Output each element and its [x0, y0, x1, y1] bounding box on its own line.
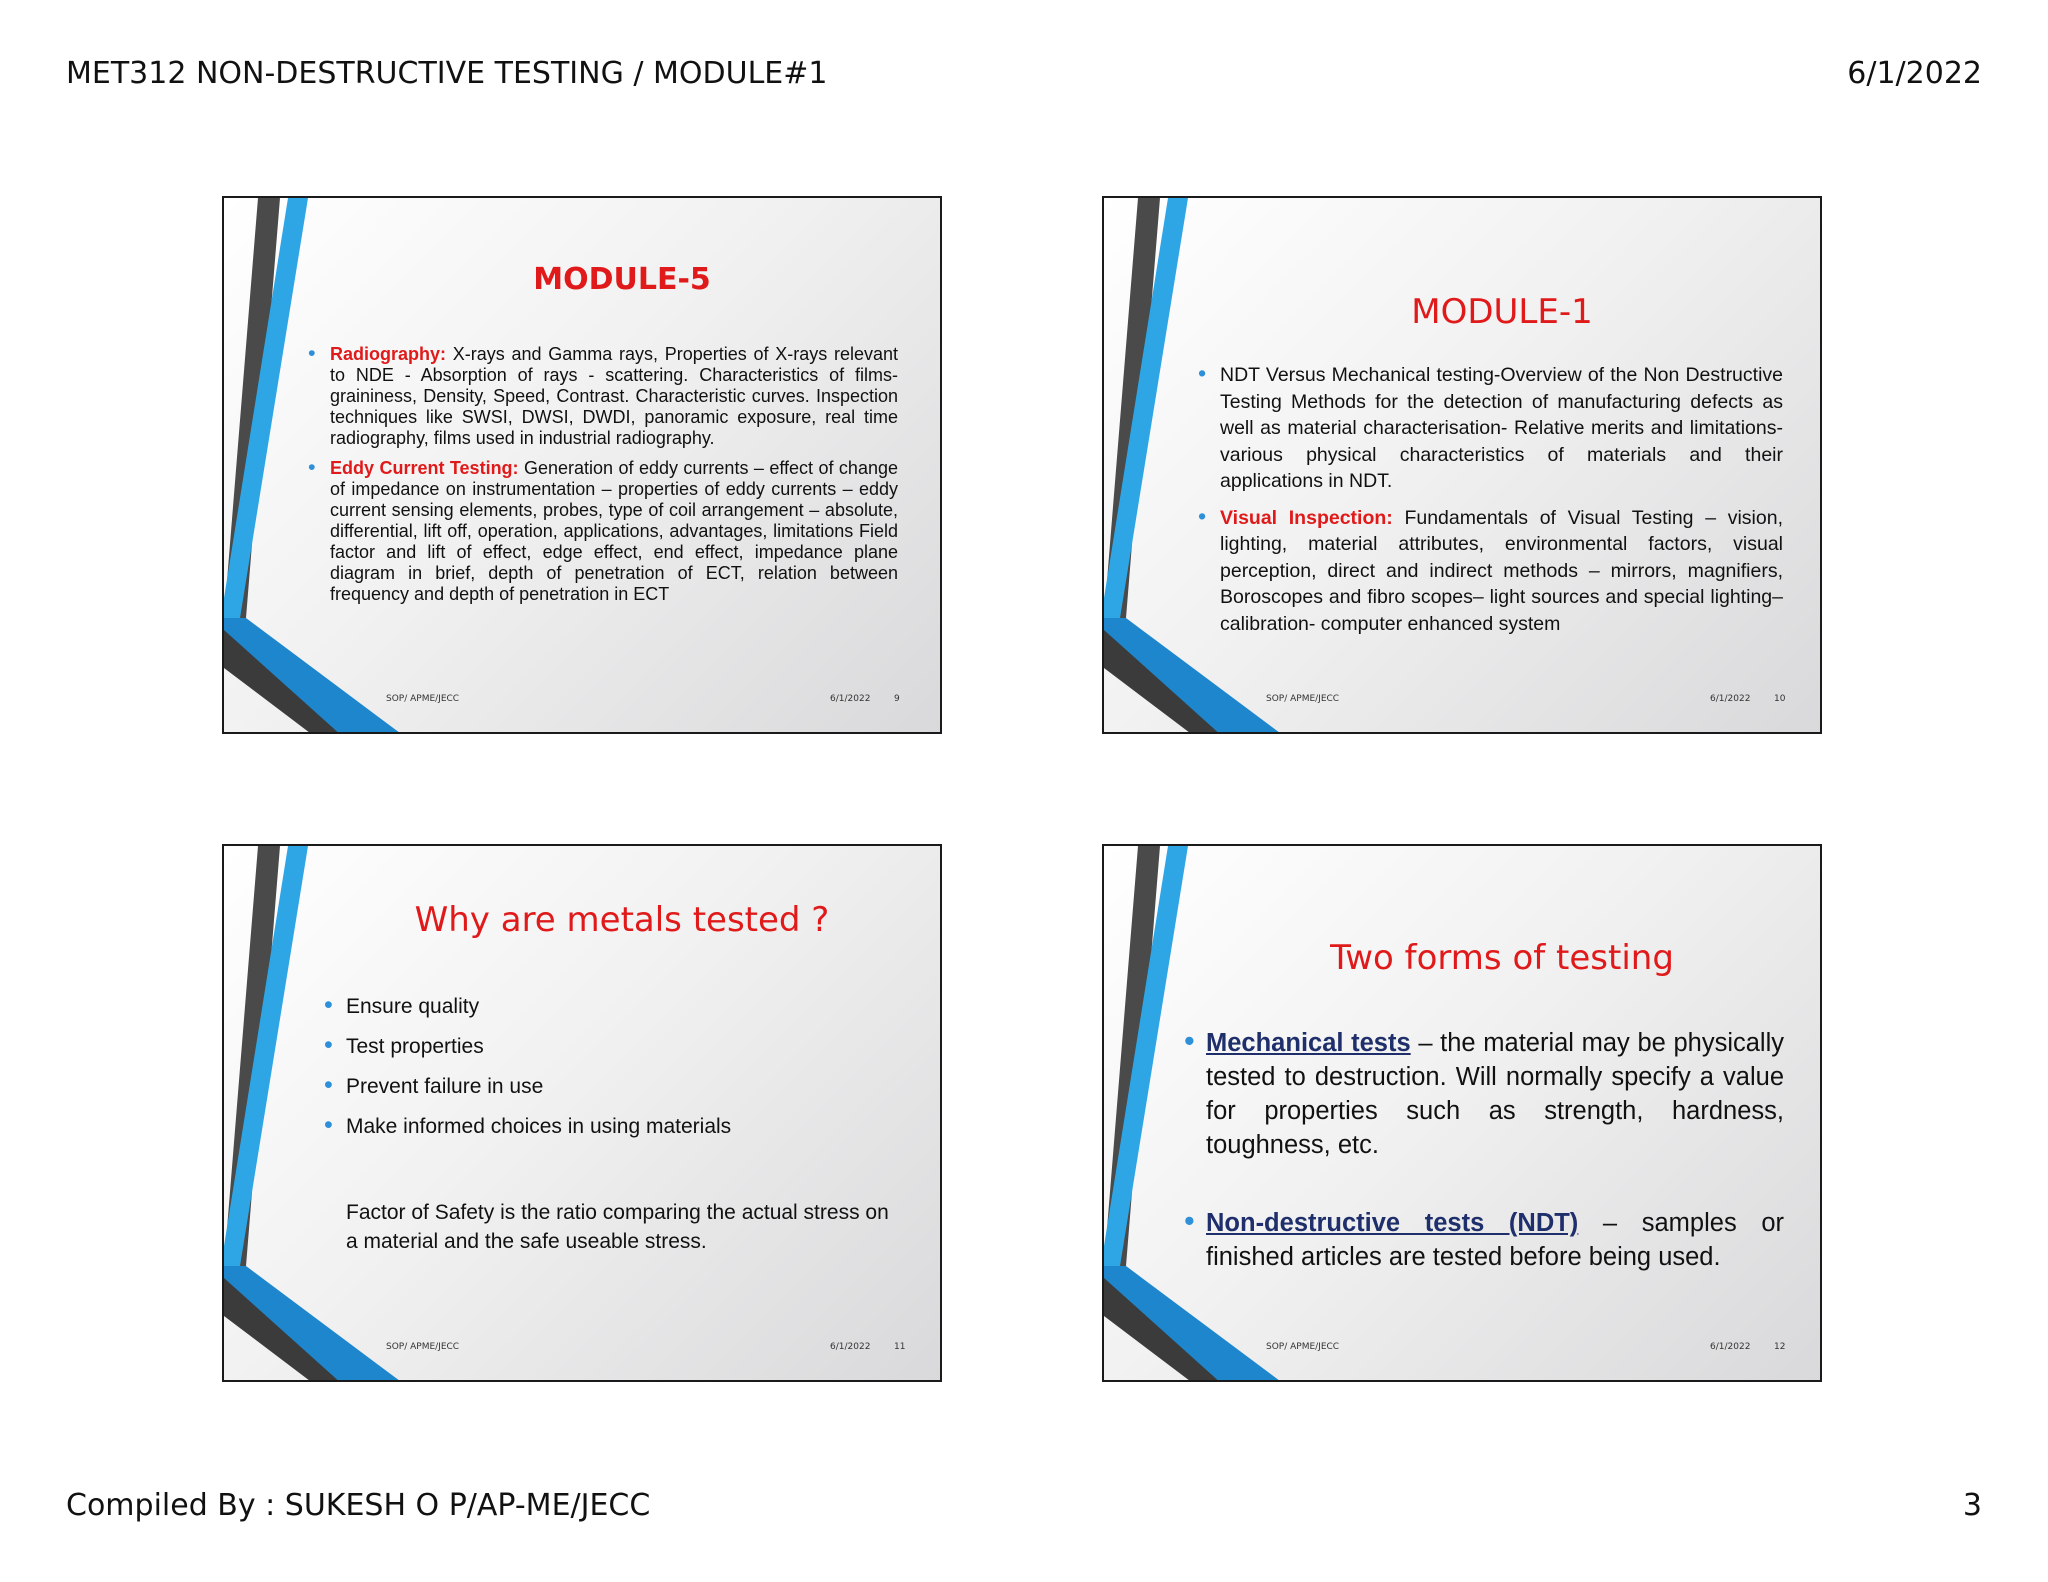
slide-bullet-list	[324, 994, 864, 1154]
bullet-radiography	[308, 344, 898, 449]
bullet-visual-inspection	[1198, 505, 1783, 638]
bullet-text: – samples or finished articles are tested before being used.	[1206, 1209, 1784, 1271]
slide-thumbnail-12	[1102, 844, 1822, 1382]
bullet-item: • Test properties	[324, 1034, 864, 1060]
bullet-text: X-rays and Gamma rays, Properties of X-rays relevant to NDE - Absorption of rays - scattering. Characteristics of films- graininess, Density, Speed, Contrast. Characteristic curves. Inspection techniques like SWSI, DWSI, DWDI, panoramic exposure, real time radiography, films used in industrial radiography.	[330, 344, 898, 448]
slide-thumbnail-9	[222, 196, 942, 734]
bullet-term: Visual Inspection:	[1220, 506, 1393, 529]
bullet-term: Mechanical tests	[1206, 1029, 1411, 1057]
slide-thumbnail-10	[1102, 196, 1822, 734]
slide-title: MODULE-5	[533, 262, 711, 297]
slide-footer-org: SOP/ APME/JECC	[386, 694, 460, 704]
slide-title: Why are metals tested ?	[414, 900, 830, 940]
slide-note: Factor of Safety is the ratio comparing the actual stress on a material and the safe useable stress.	[346, 1201, 889, 1253]
slide-footer-org: SOP/ APME/JECC	[386, 1342, 460, 1352]
slide-title: MODULE-1	[1411, 292, 1593, 332]
slide-footer-date: 6/1/2022	[1710, 694, 1751, 704]
slide-title: Two forms of testing	[1330, 938, 1674, 978]
slide-bullet-list	[308, 344, 898, 614]
slide-footer-org: SOP/ APME/JECC	[1266, 1342, 1340, 1352]
bullet-ndt-overview	[1198, 362, 1783, 495]
bullet-item: • Prevent failure in use	[324, 1074, 864, 1100]
slide-footer-number: 9	[894, 694, 900, 704]
slide-bullet-list	[1184, 1026, 1784, 1318]
bullet-mechanical-tests	[1184, 1026, 1784, 1162]
bullet-item: • Ensure quality	[324, 994, 864, 1020]
slide-footer-number: 12	[1774, 1342, 1786, 1352]
slide-bullet-list	[1198, 362, 1783, 647]
slide-footer-date: 6/1/2022	[1710, 1342, 1751, 1352]
bullet-term: Eddy Current Testing:	[330, 458, 519, 478]
slide-footer-number: 10	[1774, 694, 1786, 704]
bullet-text: NDT Versus Mechanical testing-Overview of the Non Destructive Testing Methods for the detection of manufacturing defects as well as material characterisation- Relative merits and limitations-various physical characteristics of materials and their applications in NDT.	[1220, 364, 1783, 492]
slide-footer-date: 6/1/2022	[830, 694, 871, 704]
page-number: 3	[1962, 1488, 1982, 1523]
bullet-term: Radiography:	[330, 344, 447, 364]
page-header-date: 6/1/2022	[1847, 56, 1982, 91]
bullet-term: Non-destructive tests (NDT)	[1206, 1209, 1579, 1237]
page-footer-compiler: Compiled By : SUKESH O P/AP-ME/JECC	[66, 1488, 651, 1523]
bullet-text: – the material may be physically tested to destruction. Will normally specify a value for properties such as strength, hardness, toughness, etc.	[1206, 1029, 1784, 1159]
slide-footer-number: 11	[894, 1342, 906, 1352]
bullet-text: Generation of eddy currents – effect of change of impedance on instrumentation – properties of eddy currents – eddy current sensing elements, probes, type of coil arrangement – absolute, differential, lift off, operation, applications, advantages, limitations Field factor and lift of effect, edge effect, end effect, impedance plane diagram in brief, depth of penetration of ECT, relation between frequency and depth of penetration in ECT	[330, 458, 898, 604]
slide-footer-date: 6/1/2022	[830, 1342, 871, 1352]
bullet-item: • Make informed choices in using materials	[324, 1114, 864, 1140]
slide-thumbnail-11	[222, 844, 942, 1382]
bullet-text: Fundamentals of Visual Testing – vision, lighting, material attributes, environmental factors, visual perception, direct and indirect methods – mirrors, magnifiers, Boroscopes and fibro scopes– light sources and special lighting–calibration- computer enhanced system	[1220, 506, 1783, 635]
slide-footer-org: SOP/ APME/JECC	[1266, 694, 1340, 704]
page-header-title: MET312 NON-DESTRUCTIVE TESTING / MODULE#1	[66, 56, 828, 91]
bullet-eddy-current	[308, 458, 898, 605]
bullet-ndt	[1184, 1206, 1784, 1274]
